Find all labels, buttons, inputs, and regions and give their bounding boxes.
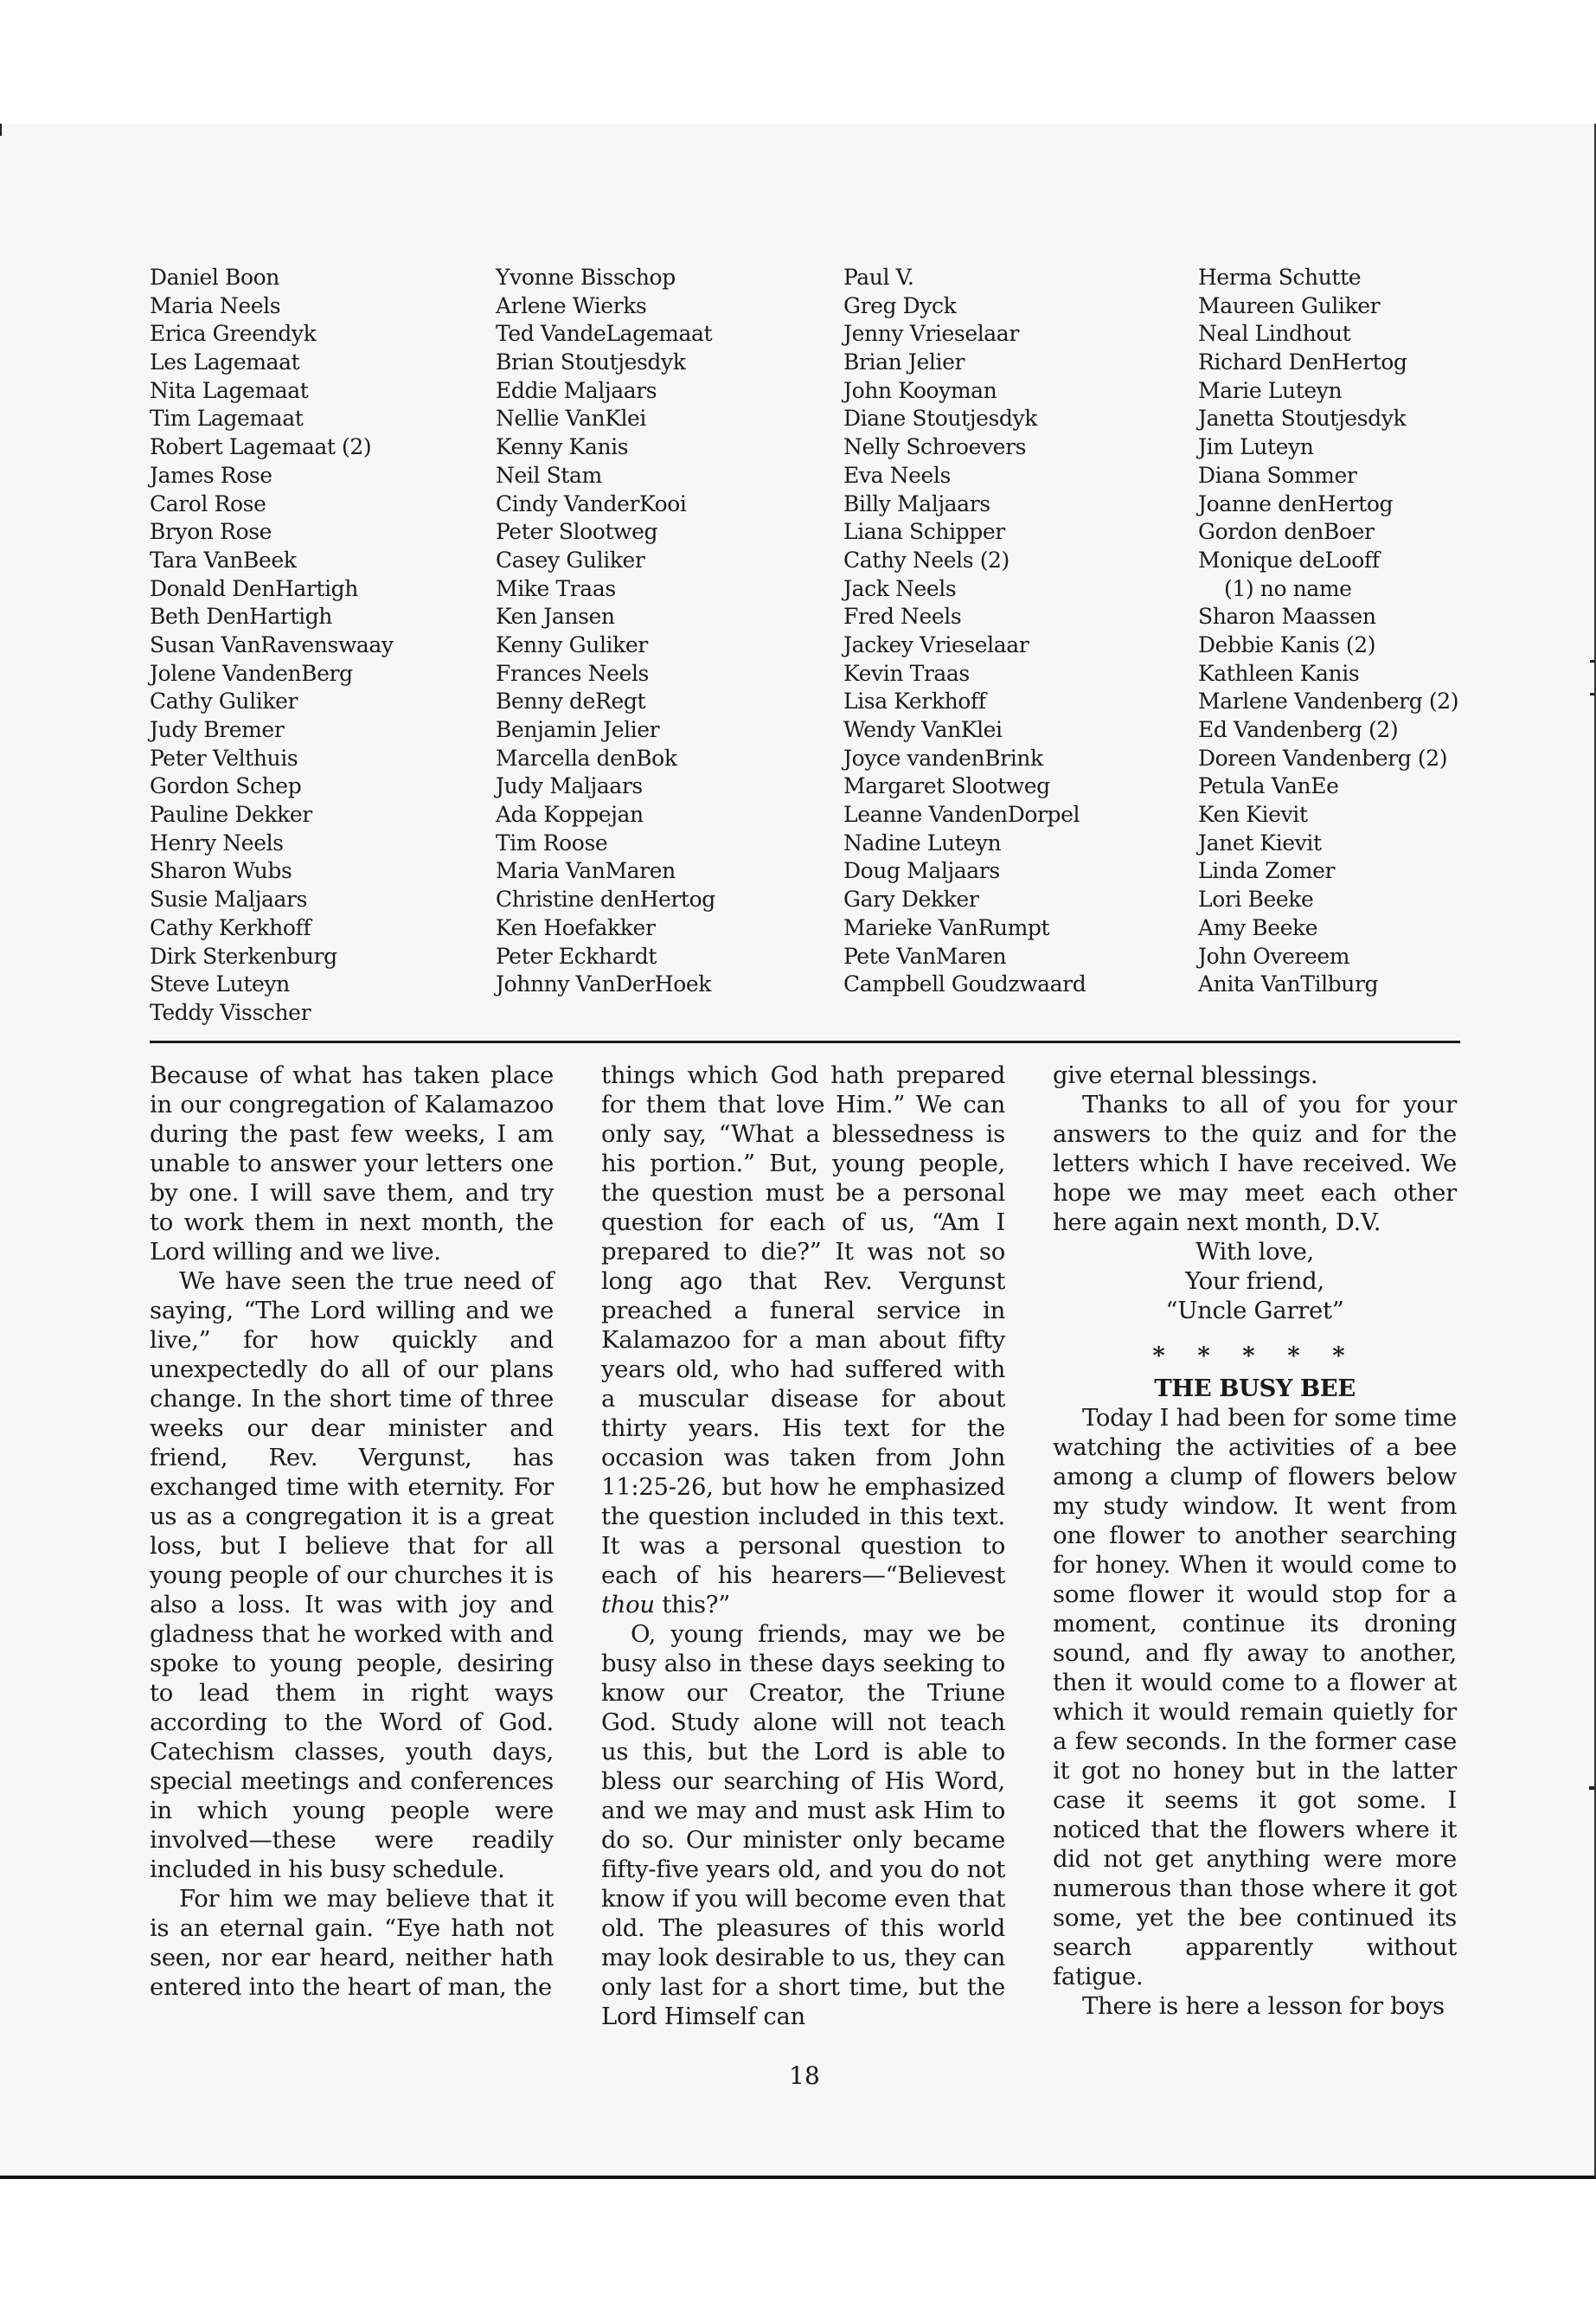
- name-entry: Nelly Schroevers: [843, 434, 1027, 460]
- name-entry: Peter Eckhardt: [496, 943, 657, 969]
- name-entry: Marcella denBok: [496, 745, 677, 771]
- scan-artifact-mark: [1590, 660, 1594, 663]
- name-column-4: [1198, 264, 1458, 999]
- name-entry: Joanne denHertog: [1198, 490, 1394, 516]
- name-entry: Brian Jelier: [843, 349, 965, 375]
- page-number: 18: [789, 2061, 820, 2090]
- name-entry: Maria VanMaren: [496, 858, 676, 884]
- italic-emphasis: thou: [601, 1591, 655, 1618]
- name-entry: Paul V.: [843, 265, 914, 290]
- name-entry: Ken Hoefakker: [496, 914, 656, 940]
- name-entry: Greg Dyck: [843, 292, 957, 318]
- name-entry: Carol Rose: [150, 490, 266, 516]
- name-entry: Gordon denBoer: [1198, 519, 1375, 545]
- name-entry: Neal Lindhout: [1198, 321, 1351, 347]
- name-entry: Eddie Maljaars: [496, 377, 657, 403]
- name-entry: Nadine Luteyn: [843, 830, 1002, 856]
- name-entry: Neil Stam: [496, 462, 602, 488]
- name-entry: Cathy Kerkhoff: [150, 914, 311, 940]
- name-entry: Lori Beeke: [1198, 887, 1314, 913]
- letter-text: things which God hath prepared for them that love Him.” We can only say, “What a blessedness is his portion.” But, young people, the question must be a personal question for each of us, “Am I prepared to die?” It was not so long ago that Rev. Vergunst preached a funeral service in Kalamazoo for a man about fifty years old, who had suffered with a muscular disease for about thirty years. His text for the occasion was taken from John 11:25-26, but how he emphasized the question included in this text. It was a personal question to each of his hearers—“Believest: [601, 1061, 1005, 1589]
- article-paragraph: Today I had been for some time watching the activities of a bee among a clump of flowers below my study window. It went from one flower to another searching for honey. When it would come to some flower it would stop for a moment, continue its droning sound, and fly away to another, then it would come to a flower at which it would remain quietly for a few seconds. In the former case it got no honey but in the latter case it seems it got some. I noticed that the flowers where it did not get anything were more numerous than those where it got some, yet the bee continued its search apparently without fatigue.: [1053, 1404, 1457, 1990]
- name-entry: Tara VanBeek: [150, 547, 297, 573]
- name-entry: Jenny Vrieselaar: [843, 321, 1019, 347]
- name-entry: Kathleen Kanis: [1198, 660, 1360, 686]
- name-entry: Cathy Neels (2): [843, 547, 1010, 573]
- name-entry: John Overeem: [1198, 943, 1350, 969]
- name-entry: Kevin Traas: [843, 660, 970, 686]
- letter-paragraph: [601, 1061, 1005, 1619]
- name-entry: Ken Kievit: [1198, 802, 1308, 828]
- letter-signature: “Uncle Garret”: [1165, 1297, 1344, 1324]
- name-entry: Diane Stoutjesdyk: [843, 406, 1038, 432]
- name-entry: Christine denHertog: [496, 887, 715, 913]
- name-entry: Benny deRegt: [496, 689, 646, 715]
- letter-text: this?”: [654, 1591, 730, 1618]
- name-entry: Janet Kievit: [1198, 830, 1322, 856]
- name-entry: (1) no name: [1224, 575, 1352, 601]
- letter-paragraph: We have seen the true need of saying, “The Lord willing and we live,” for how quickly and unexpectedly do all of our plans change. In the short time of three weeks our dear minister and friend, Rev. Vergunst, has exchanged time with eternity. For us as a congregation it is a great loss, but I believe that for all young people of our churches it is also a loss. It was with joy and gladness that he worked with and spoke to young people, desiring to lead them in right ways according to the Word of God. Catechism classes, youth days, special meetings and conferences in which young people were involved—these were readily included in his busy schedule.: [150, 1267, 554, 1883]
- name-entry: Dirk Sterkenburg: [150, 943, 337, 969]
- name-entry: Tim Roose: [496, 830, 608, 856]
- name-entry: Diana Sommer: [1198, 462, 1357, 488]
- name-entry: Johnny VanDerHoek: [496, 971, 711, 997]
- name-entry: Eva Neels: [843, 462, 951, 488]
- name-entry: John Kooyman: [843, 377, 997, 403]
- section-separator: * * * * *: [1152, 1342, 1357, 1369]
- name-entry: Ted VandeLagemaat: [496, 321, 713, 347]
- name-entry: Fred Neels: [843, 604, 962, 630]
- name-entry: Pete VanMaren: [843, 943, 1007, 969]
- name-entry: Leanne VandenDorpel: [843, 802, 1080, 828]
- name-entry: Tim Lagemaat: [150, 406, 304, 432]
- name-entry: Linda Zomer: [1198, 858, 1336, 884]
- name-entry: Arlene Wierks: [496, 292, 647, 318]
- name-entry: Joyce vandenBrink: [843, 745, 1043, 771]
- name-entry: Debbie Kanis (2): [1198, 631, 1376, 657]
- name-entry: Yvonne Bisschop: [496, 265, 676, 290]
- letter-closing: With love,: [1195, 1238, 1314, 1266]
- name-entry: Lisa Kerkhoff: [843, 689, 986, 715]
- name-entry: Billy Maljaars: [843, 490, 990, 516]
- name-entry: Sharon Maassen: [1198, 604, 1376, 630]
- name-entry: Herma Schutte: [1198, 265, 1362, 290]
- letter-paragraph: For him we may believe that it is an eternal gain. “Eye hath not seen, nor ear heard, neither hath entered into the heart of man, the: [150, 1885, 554, 2001]
- name-entry: Nita Lagemaat: [150, 377, 309, 403]
- name-entry: Amy Beeke: [1198, 914, 1318, 940]
- name-entry: Campbell Goudzwaard: [843, 971, 1086, 997]
- name-entry: Susan VanRavenswaay: [150, 631, 394, 657]
- name-entry: Kenny Kanis: [496, 434, 629, 460]
- name-entry: Brian Stoutjesdyk: [496, 349, 686, 375]
- name-entry: Judy Maljaars: [496, 773, 643, 799]
- name-entry: Marlene Vandenberg (2): [1198, 689, 1459, 715]
- name-entry: Petula VanEe: [1198, 773, 1339, 799]
- name-entry: Peter Velthuis: [150, 745, 298, 771]
- article-paragraph: There is here a lesson for boys: [1082, 1992, 1445, 2020]
- name-entry: Daniel Boon: [150, 265, 279, 290]
- name-entry: Marie Luteyn: [1198, 377, 1343, 403]
- name-entry: Wendy VanKlei: [843, 717, 1003, 742]
- letter-paragraph: Thanks to all of you for your answers to the quiz and for the letters which I have received. We hope we may meet each other here again next month, D.V.: [1053, 1091, 1457, 1236]
- name-entry: James Rose: [150, 462, 272, 488]
- letter-paragraph: O, young friends, may we be busy also in these days seeking to know our Creator, the Triune God. Study alone will not teach us this, but the Lord is able to bless our searching of His Word, and we may and must ask Him to do so. Our minister only became fifty-five years old, and you do not know if you will become even that old. The pleasures of this world may look desirable to us, they can only last for a short time, but the Lord Himself can: [601, 1620, 1005, 2030]
- name-entry: Donald DenHartigh: [150, 575, 358, 601]
- letter-paragraph: Because of what has taken place in our congregation of Kalamazoo during the past few weeks, I am unable to answer your letters one by one. I will save them, and try to work them in next month, the Lord willing and we live.: [150, 1061, 554, 1266]
- scan-artifact-mark: [0, 124, 2, 136]
- name-entry: Judy Bremer: [150, 717, 285, 742]
- name-column-3: [843, 264, 1086, 999]
- name-entry: Teddy Visscher: [150, 999, 311, 1025]
- name-entry: Ed Vandenberg (2): [1198, 717, 1399, 742]
- horizontal-divider: [150, 1041, 1460, 1043]
- name-entry: Bryon Rose: [150, 519, 272, 545]
- letter-closing-2: Your friend,: [1185, 1267, 1324, 1295]
- name-entry: Erica Greendyk: [150, 321, 317, 347]
- name-entry: Pauline Dekker: [150, 802, 312, 828]
- name-entry: Janetta Stoutjesdyk: [1198, 406, 1407, 432]
- name-entry: Nellie VanKlei: [496, 406, 647, 432]
- name-entry: Marieke VanRumpt: [843, 914, 1050, 940]
- letter-column-2: [601, 1061, 1005, 2031]
- name-entry: Maureen Guliker: [1198, 292, 1381, 318]
- name-column-2: [496, 264, 715, 999]
- name-entry: Benjamin Jelier: [496, 717, 660, 742]
- name-entry: Liana Schipper: [843, 519, 1005, 545]
- name-entry: Doreen Vandenberg (2): [1198, 745, 1448, 771]
- name-entry: Richard DenHertog: [1198, 349, 1407, 375]
- letter-column-1: [150, 1061, 554, 2002]
- name-entry: Mike Traas: [496, 575, 616, 601]
- scan-artifact-mark: [1590, 693, 1594, 695]
- name-entry: Casey Guliker: [496, 547, 645, 573]
- name-entry: Cathy Guliker: [150, 689, 298, 715]
- name-entry: Doug Maljaars: [843, 858, 1000, 884]
- name-entry: Frances Neels: [496, 660, 649, 686]
- name-entry: Monique deLooff: [1198, 547, 1380, 573]
- name-entry: Steve Luteyn: [150, 971, 290, 997]
- name-entry: Kenny Guliker: [496, 631, 648, 657]
- name-entry: Maria Neels: [150, 292, 281, 318]
- name-entry: Robert Lagemaat (2): [150, 434, 372, 460]
- name-entry: Anita VanTilburg: [1198, 971, 1379, 997]
- name-entry: Jack Neels: [843, 575, 957, 601]
- article-title: THE BUSY BEE: [1154, 1375, 1356, 1402]
- name-entry: Les Lagemaat: [150, 349, 300, 375]
- name-entry: Margaret Slootweg: [843, 773, 1050, 799]
- name-column-1: [150, 264, 394, 1028]
- name-entry: Sharon Wubs: [150, 858, 292, 884]
- name-entry: Beth DenHartigh: [150, 604, 333, 630]
- name-entry: Jackey Vrieselaar: [843, 631, 1029, 657]
- name-entry: Jolene VandenBerg: [150, 660, 353, 686]
- name-entry: Peter Slootweg: [496, 519, 658, 545]
- name-entry: Cindy VanderKooi: [496, 490, 687, 516]
- name-entry: Ken Jansen: [496, 604, 615, 630]
- name-entry: Gary Dekker: [843, 887, 979, 913]
- name-entry: Ada Koppejan: [496, 802, 644, 828]
- letter-paragraph: give eternal blessings.: [1053, 1061, 1318, 1089]
- letter-column-3: [1053, 1061, 1457, 2021]
- name-entry: Susie Maljaars: [150, 887, 308, 913]
- scan-artifact-mark: [1589, 1786, 1594, 1790]
- name-entry: Gordon Schep: [150, 773, 302, 799]
- name-entry: Henry Neels: [150, 830, 284, 856]
- name-entry: Jim Luteyn: [1198, 434, 1314, 460]
